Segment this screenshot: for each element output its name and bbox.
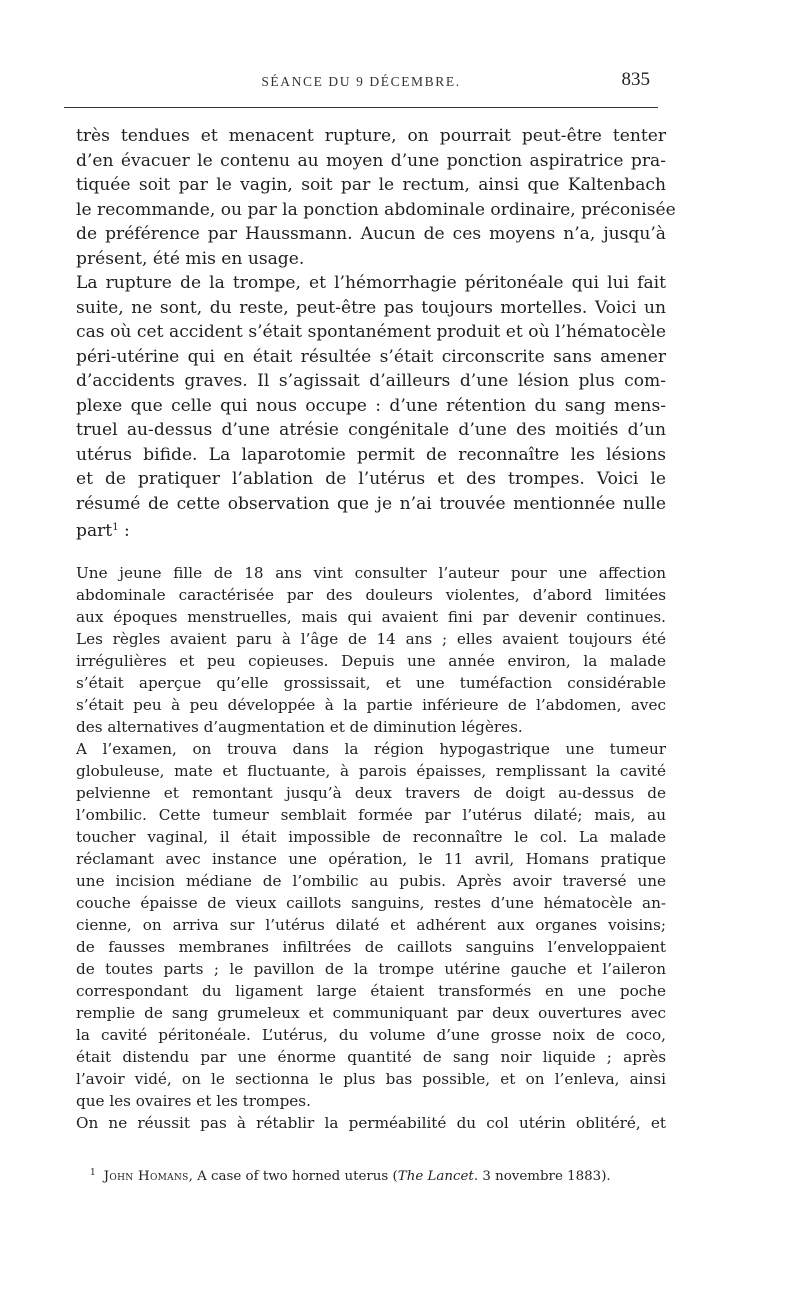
- case-line: des alternatives d’augmentation et de diminution légères.: [76, 718, 523, 736]
- footnote-title: , A case of two horned uterus (: [188, 1169, 398, 1184]
- footnote-journal: The Lancet: [397, 1169, 474, 1184]
- case-line: pelvienne et remontant jusqu’à deux travers de doigt au-dessus de: [76, 784, 666, 802]
- page-number: 835: [621, 69, 650, 90]
- header-rule: [64, 107, 658, 108]
- case-line: de fausses membranes infiltrées de caillots sanguins l’enveloppaient: [76, 938, 666, 956]
- footnote-date: . 3 novembre 1883).: [473, 1169, 611, 1184]
- footnote-reference[interactable]: 1: [112, 522, 119, 533]
- case-line: était distendu par une énorme quantité de sang noir liquide ; après: [76, 1048, 666, 1066]
- text-line: péri-utérine qui en était résultée s’était circonscrite sans amener: [76, 346, 666, 367]
- case-line: remplie de sang grumeleux et communiquant par deux ouvertures avec: [76, 1004, 666, 1022]
- case-line: l’avoir vidé, on le sectionna le plus bas possible, et on l’enleva, ainsi: [76, 1070, 666, 1088]
- body-text: [76, 124, 676, 544]
- case-line: s’était aperçue qu’elle grossissait, et une tuméfaction considérable: [76, 674, 666, 692]
- case-line: l’ombilic. Cette tumeur semblait formée par l’utérus dilaté; mais, au: [76, 806, 666, 824]
- case-line: Une jeune fille de 18 ans vint consulter l’auteur pour une affection: [76, 564, 666, 582]
- case-line: de toutes parts ; le pavillon de la trompe utérine gauche et l’aileron: [76, 960, 666, 978]
- text-line: plexe que celle qui nous occupe : d’une rétention du sang mens-: [76, 395, 666, 416]
- text-line: suite, ne sont, du reste, peut-être pas toujours mortelles. Voici un: [76, 297, 666, 318]
- case-line: la cavité péritonéale. L’utérus, du volume d’une grosse noix de coco,: [76, 1026, 666, 1044]
- text-line: tiquée soit par le vagin, soit par le rectum, ainsi que Kaltenbach: [76, 175, 666, 195]
- text-line: utérus bifide. La laparotomie permit de reconnaître les lésions: [76, 444, 666, 465]
- case-line: couche épaisse de vieux caillots sanguins, restes d’une hématocèle an-: [76, 894, 666, 912]
- text-line: et de pratiquer l’ablation de l’utérus et des trompes. Voici le: [76, 469, 666, 489]
- footnote-marker: 1: [90, 1168, 96, 1178]
- text-line: La rupture de la trompe, et l’hémorrhagie péritonéale qui lui fait: [76, 273, 666, 293]
- case-line: que les ovaires et les trompes.: [76, 1092, 311, 1110]
- text-fragment: :: [118, 521, 130, 541]
- case-line: toucher vaginal, il était impossible de reconnaître le col. La malade: [76, 828, 666, 846]
- case-line: A l’examen, on trouva dans la région hypogastrique une tumeur: [76, 740, 666, 758]
- case-line: réclamant avec instance une opération, le 11 avril, Homans pratique: [76, 850, 666, 868]
- footnote: [90, 1168, 611, 1184]
- text-line: d’en évacuer le contenu au moyen d’une ponction aspiratrice pra-: [76, 150, 666, 171]
- case-line: une incision médiane de l’ombilic au pubis. Après avoir traversé une: [76, 872, 666, 890]
- text-line: cas où cet accident s’était spontanément produit et où l’hématocèle: [76, 322, 666, 342]
- text-line: résumé de cette observation que je n’ai trouvée mentionnée nulle: [76, 493, 666, 514]
- case-line: abdominale caractérisée par des douleurs violentes, d’abord limitées: [76, 586, 666, 604]
- case-line: s’était peu à peu développée à la partie inférieure de l’abdomen, avec: [76, 696, 666, 714]
- case-line: On ne réussit pas à rétablir la perméabilité du col utérin oblitéré, et: [76, 1114, 666, 1132]
- text-line: truel au-dessus d’une atrésie congénitale d’une des moitiés d’un: [76, 420, 666, 440]
- case-line: aux époques menstruelles, mais qui avaient fini par devenir continues.: [76, 608, 666, 626]
- text-line: présent, été mis en usage.: [76, 248, 305, 269]
- case-line: Les règles avaient paru à l’âge de 14 ans ; elles avaient toujours été: [76, 630, 666, 648]
- text-line: le recommande, ou par la ponction abdominale ordinaire, préconisée: [76, 199, 676, 220]
- text-line: de préférence par Haussmann. Aucun de ces moyens n’a, jusqu’à: [76, 224, 666, 244]
- case-line: correspondant du ligament large étaient transformés en une poche: [76, 982, 666, 1000]
- text-line: très tendues et menacent rupture, on pourrait peut-être tenter: [76, 126, 666, 146]
- text-line-final: [76, 516, 666, 544]
- case-line: cienne, on arriva sur l’utérus dilaté et adhérent aux organes voisins;: [76, 916, 666, 934]
- case-line: irrégulières et peu copieuses. Depuis une année environ, la malade: [76, 652, 666, 670]
- text-fragment: part: [76, 521, 113, 541]
- case-line: globuleuse, mate et fluctuante, à parois épaisses, remplissant la cavité: [76, 762, 666, 780]
- running-title: SÉANCE DU 9 DÉCEMBRE.: [261, 74, 461, 89]
- case-summary: [76, 562, 666, 1134]
- page-header: [66, 66, 656, 96]
- text-line: d’accidents graves. Il s’agissait d’ailleurs d’une lésion plus com-: [76, 371, 666, 391]
- footnote-author: John Homans: [103, 1169, 189, 1184]
